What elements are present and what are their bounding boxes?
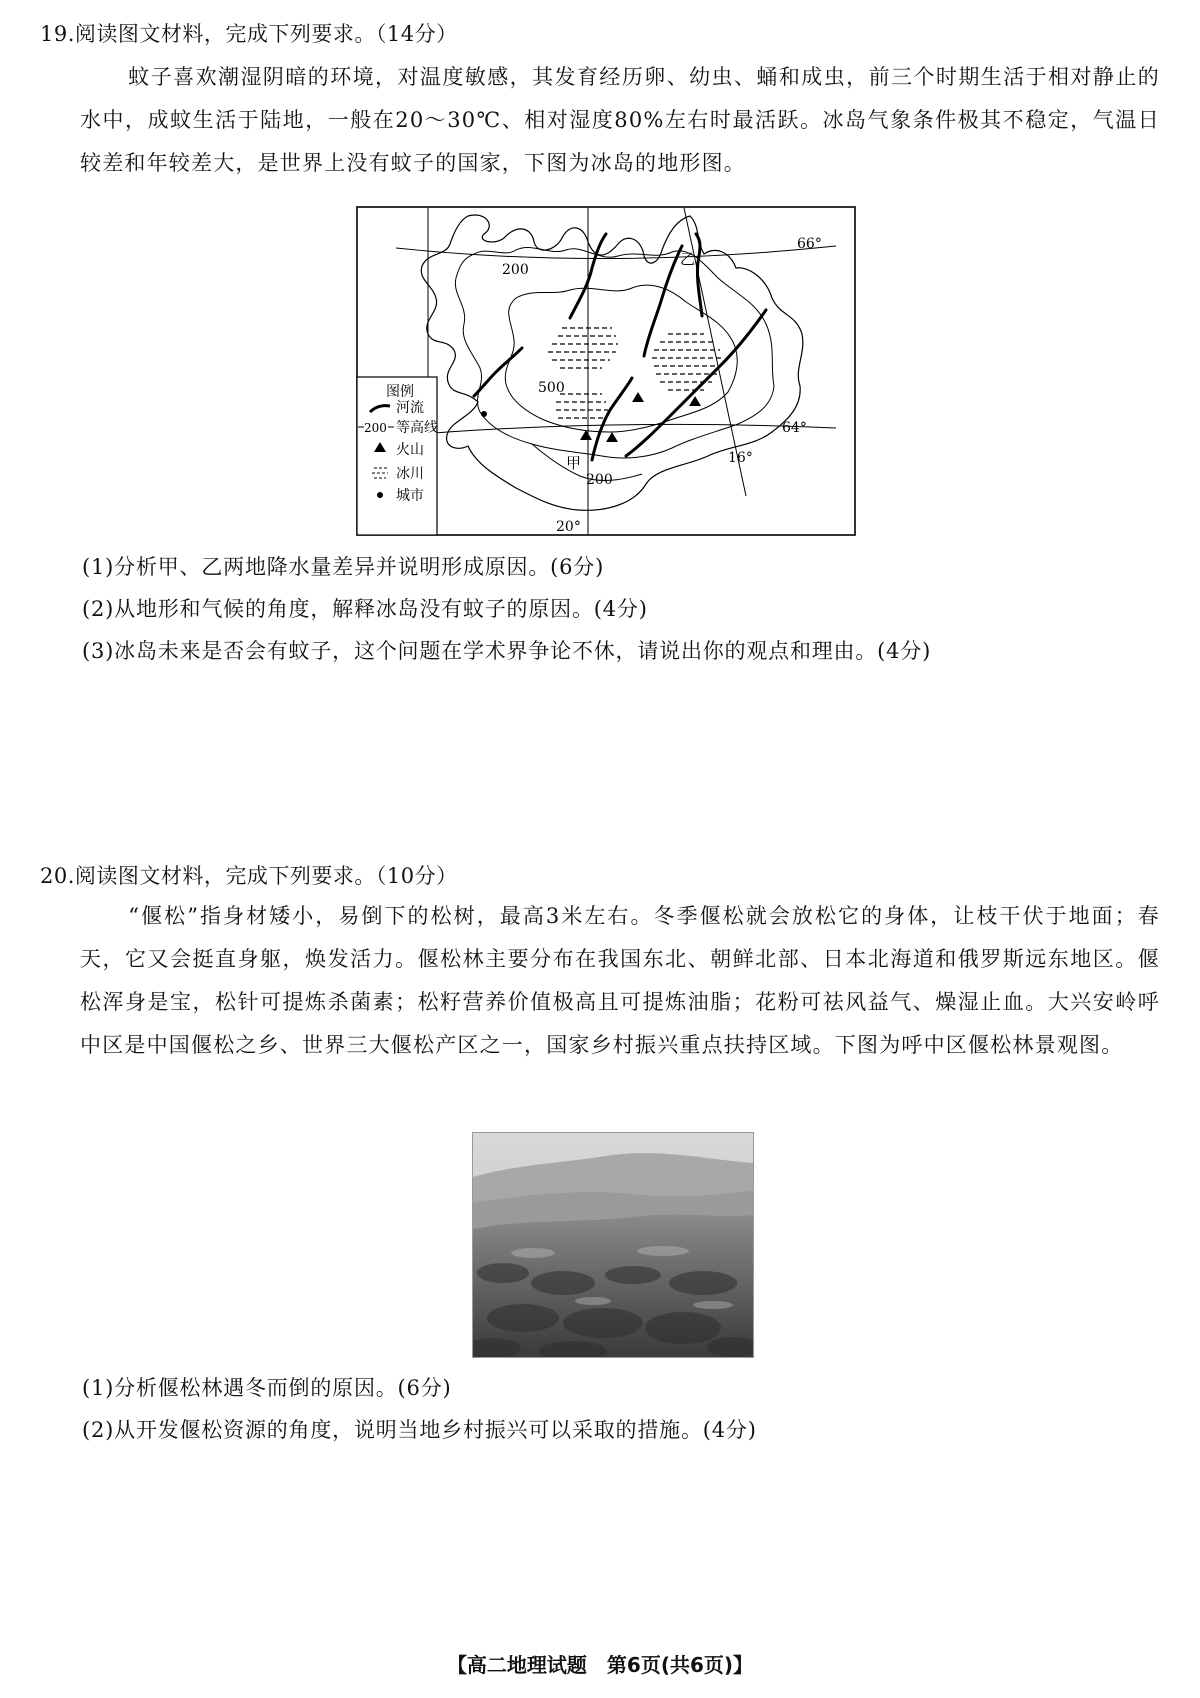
city-legend-icon [377,492,383,498]
lat-66-label: 66° [797,236,822,252]
q20-sub-1: (1)分析偃松林遇冬而倒的原因。(6分) [82,1376,452,1400]
lat-64-label: 64° [782,420,807,436]
contour-200-label: 200 [502,262,529,278]
legend-volcano: 火山 [396,442,424,458]
legend-contour: 等高线 [396,420,438,436]
q20-sub-2: (2)从开发偃松资源的角度，说明当地乡村振兴可以采取的措施。(4分) [82,1418,757,1442]
legend-river: 河流 [396,400,424,416]
contour-200-south-label: 200 [586,472,613,488]
q19-title: 19.阅读图文材料，完成下列要求。（14分） [40,22,458,46]
q19-sub-1: (1)分析甲、乙两地降水量差异并说明形成原因。(6分) [82,555,605,579]
legend-glacier: 冰川 [396,466,424,482]
legend-contour-value: 200 [364,421,387,435]
map-legend [357,377,438,535]
page-footer: 【高二地理试题 第6页(共6页)】 [446,1653,754,1677]
contour-500-label: 500 [538,380,565,396]
legend-title: 图例 [386,384,414,400]
q20-title: 20.阅读图文材料，完成下列要求。（10分） [40,864,458,888]
lon-20-label: 20° [556,519,581,535]
city-icon [481,411,487,417]
q19-sub-2: (2)从地形和气候的角度，解释冰岛没有蚊子的原因。(4分) [82,597,648,621]
dwarf-pine-landscape-photo [472,1132,754,1358]
q20-paragraph: “偃松”指身材矮小，易倒下的松树，最高3米左右。冬季偃松就会放松它的身体，让枝干伏于地面；春天，它又会挺直身躯，焕发活力。偃松林主要分布在我国东北、朝鲜北部、日本北海道和俄罗斯远东地区。偃松浑身是宝，松针可提炼杀菌素；松籽营养价值极高且可提炼油脂；花粉可祛风益气、燥湿止血。大兴安岭呼中区是中国偃松之乡、世界三大偃松产区之一，国家乡村振兴重点扶持区域。下图为呼中区偃松林景观图。 [80,904,1160,1057]
place-jia-label: 甲 [566,454,582,472]
q19-paragraph: 蚊子喜欢潮湿阴暗的环境，对温度敏感，其发育经历卵、幼虫、蛹和成虫，前三个时期生活于相对静止的水中，成蚊生活于陆地，一般在20～30℃、相对湿度80%左右时最活跃。冰岛气象条件极其不稳定，气温日较差和年较差大，是世界上没有蚊子的国家，下图为冰岛的地形图。 [80,65,1160,175]
legend-city: 城市 [396,488,424,504]
lon-16-label: 16° [728,450,753,466]
iceland-terrain-map [356,206,856,536]
place-yi-label: 乙 [680,250,696,268]
q19-sub-3: (3)冰岛未来是否会有蚊子，这个问题在学术界争论不休，请说出你的观点和理由。(4分) [82,639,932,663]
